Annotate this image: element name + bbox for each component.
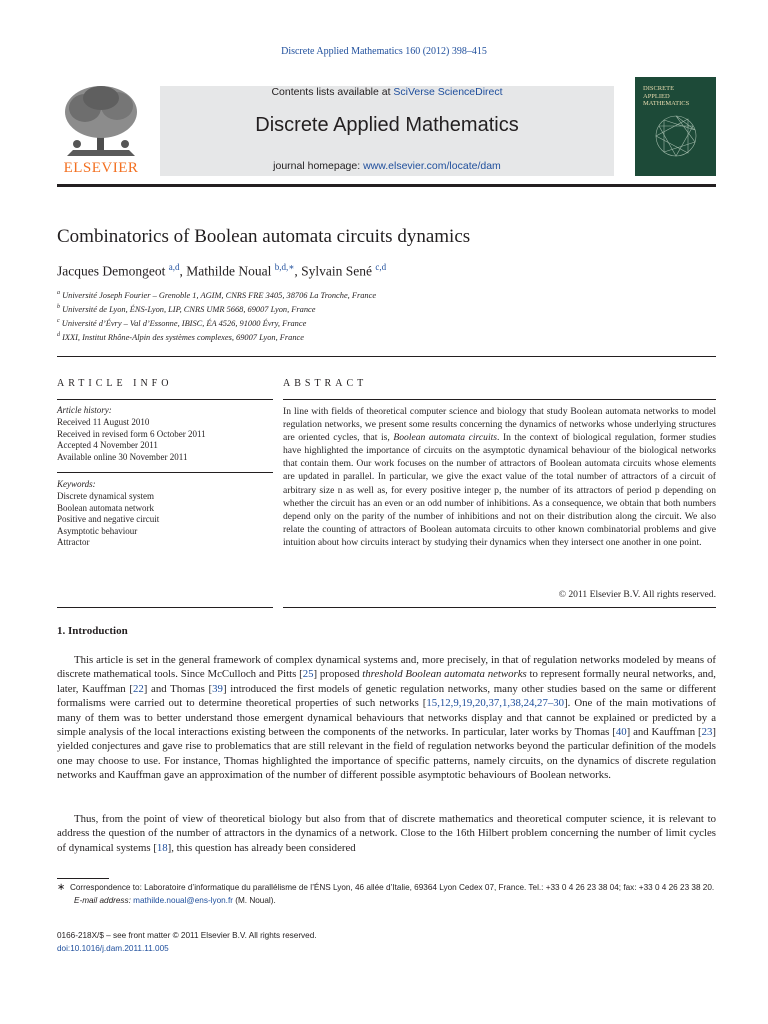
cover-title-line: APPLIED [643,92,670,100]
history-entry: Available online 30 November 2011 [57,451,188,462]
abstract-rule [283,399,716,400]
keyword: Boolean automata network [57,502,154,513]
paragraph-text: This article is set in the general framework of complex dynamical systems and, more precisely, in that of regulation networks modeled by means of discrete mathematical tools. Since McCulloch and Pitts [ [57,654,716,681]
doi-link[interactable]: doi:10.1016/j.dam.2011.11.005 [57,943,169,953]
article-info-rule [57,607,273,608]
keyword: Discrete dynamical system [57,491,154,501]
paragraph-text: to represent formally neural networks, and, later, Kauffman [ [57,668,717,695]
paragraph-text: ], this question has already been considered [167,841,356,854]
paragraph-text: ] proposed [313,668,363,681]
article-history-label: Article history: [57,405,112,415]
elsevier-logo[interactable] [57,82,145,178]
keyword: Positive and negative circuit [57,514,160,525]
email-suffix: (M. Noual). [232,895,276,905]
abstract-rule [283,607,716,608]
author-name: Jacques Demongeot [57,263,166,279]
paragraph-text: ]. One of the main motivations of many of them was to better understand those emergent dynamical behaviours that networks display and that cannot be explained or predicted by a simple analysis of the local interactions existing between the components of the networks. In particular, later works by Thomas [ [57,697,716,739]
author-name: Mathilde Noual [186,263,272,279]
history-entry: Received in revised form 6 October 2011 [57,428,206,439]
email-link[interactable]: mathilde.noual@ens-lyon.fr [133,895,233,905]
affiliation [57,304,315,314]
citation-link[interactable]: 15,12,9,19,20,37,1,38,24,27–30 [426,697,565,710]
affiliation-text: Université Joseph Fourier – Grenoble 1, AGIM, CNRS FRE 3405, 38706 La Tronche, France [62,290,377,300]
homepage-prefix: journal homepage: [273,160,364,172]
author-affiliation-marks[interactable]: a,d [168,262,180,272]
paragraph-text: Thus, from the point of view of theoretical biology but also from that of discrete mathematics and theoretical computer science, it is relevant to address the question of the number of attractors in the dynamics of a network. Close to the 16th Hilbert problem concerning the number of limit cycles of dynamical systems [ [57,813,716,854]
citation-link[interactable]: 22 [132,682,144,695]
article-info-rule [57,399,273,400]
keywords-label: Keywords: [57,479,96,489]
citation-link[interactable]: 23 [701,726,713,739]
affiliation-text: Université de Lyon, ÉNS-Lyon, LIP, CNRS UMR 5668, 69007 Lyon, France [62,304,316,314]
footnote-star: ∗ [57,882,66,893]
author-affiliation-marks[interactable]: b,d,∗ [274,262,295,272]
correspondence-footnote [57,882,716,907]
abstract-emphasis: Boolean automata circuits [393,432,498,444]
affiliation-label: d [57,332,60,338]
header-rule [57,184,716,187]
author-list [57,262,386,280]
affiliation-text: Université d’Évry – Val d’Essonne, IBISC, ÉA 4526, 91000 Évry, France [61,318,307,328]
keyword: Attractor [57,537,90,548]
front-matter-info [57,930,317,955]
footnote-rule [57,878,109,879]
abstract-heading: ABSTRACT [283,378,368,389]
affiliation [57,332,304,342]
title-block-rule [57,356,716,357]
article-info-rule [57,472,273,473]
sciencedirect-link[interactable]: SciVerse ScienceDirect [393,86,503,98]
keyword-list [57,491,159,549]
article-history [57,417,206,463]
section-heading-introduction: 1. Introduction [57,625,128,637]
affiliation-label: c [57,318,60,324]
history-entry: Accepted 4 November 2011 [57,440,158,451]
journal-cover[interactable] [635,77,716,176]
paper-title: Combinatorics of Boolean automata circuits dynamics [57,226,471,247]
author-name: Sylvain Sené [301,263,372,279]
affiliation [57,318,306,328]
email-label: E-mail address: [74,895,131,905]
paragraph-text: ] yielded conjectures and gave rise to problematics that are still relevant in the field of regulation networks beyond the particular definition of the models one may choose to use. For instance, Thomas highlighted the importance of specific patterns, namely circuits, on the dynamics of discrete regulation networks and Kauffman gave an approximation of the number of different possible asymptotic behaviours of Boolean networks. [57,726,716,782]
journal-homepage [160,160,614,172]
citation-link[interactable]: 40 [615,726,627,739]
keyword: Asymptotic behaviour [57,525,138,536]
affiliation-label: b [57,304,60,310]
article-info-heading: ARTICLE INFO [57,378,173,389]
paragraph [57,812,716,855]
correspondence-line [57,882,716,895]
abstract-copyright: © 2011 Elsevier B.V. All rights reserved. [558,589,716,600]
citation-link[interactable]: 39 [212,682,223,695]
correspondence-text: Correspondence to: Laboratoire d’informatique du parallélisme de l’ÉNS Lyon, 46 allée d’Italie, 69364 Lyon Cedex 07, France. Tel.: +33 0 4 26 23 38 04; fax: +33 0 4 26 23 38 20. [69,883,715,892]
contents-prefix: Contents lists available at [271,86,394,98]
homepage-link[interactable]: www.elsevier.com/locate/dam [363,160,501,172]
author-affiliation-marks[interactable]: c,d [375,262,387,272]
contents-available [160,86,614,98]
author-separator: , [179,263,187,279]
cover-title [643,85,689,108]
affiliation-text: IXXI, Institut Rhône-Alpin des systèmes complexes, 69007 Lyon, France [62,332,304,342]
paragraph-emphasis: threshold Boolean automata networks [362,668,527,681]
email-line [57,895,716,908]
cover-title-line: DISCRETE [643,85,675,92]
affiliation [57,290,376,300]
citation-link[interactable]: 25 [302,668,314,681]
journal-citation[interactable]: Discrete Applied Mathematics 160 (2012) 398–415 [281,46,487,57]
elsevier-wordmark: ELSEVIER [63,160,139,176]
paragraph-text: ] and Thomas [ [143,682,213,695]
abstract-text-part: In line with fields of theoretical computer science and biology that study Boolean automata networks to model regulation networks, we present some results concerning the dynamics of networks whose underlying structures are oriented cycles, that is, [283,406,716,444]
citation-link[interactable]: 18 [156,841,168,854]
abstract-text-part: . In the context of biological regulation, former studies have highlighted the importance of circuits on the asymptotic dynamical behaviour of the biological networks that contain them. Our work focuses on the number of attractors of Boolean automata circuits whose elements are updated in parallel. In particular, we give the exact value of the total number of attractors of a circuit of arbitrary size n as well as, for every positive integer p, the number of its attractors of period p depending on whether the circuit has an even or an odd number of inhibitions. As a consequence, we obtain that both numbers depend only on the parity of the number of inhibitions and not on their distribution along the circuit. We also relate the counting of attractors of Boolean automata circuits to other known combinatorial problems and give intuition about how circuits interact by studying their dynamics when they intersect one another in one point. [283,432,716,548]
affiliation-label: a [57,290,60,296]
paragraph-text: ] introduced the first models of genetic regulation networks, many other studies based on the same or different formalisms were carried out to determine theoretical properties of such networks [ [57,682,717,710]
paragraph-text: ] and Kauffman [ [626,726,702,739]
author-separator: , [294,263,302,279]
cover-graph-icon [653,113,699,159]
paragraph [57,653,716,783]
abstract-text [283,405,716,549]
issn-line: 0166-218X/$ – see front matter © 2011 Elsevier B.V. All rights reserved. [57,931,317,940]
journal-title: Discrete Applied Mathematics [255,114,519,136]
history-entry: Received 11 August 2010 [57,417,150,427]
cover-title-line: MATHEMATICS [643,100,690,107]
